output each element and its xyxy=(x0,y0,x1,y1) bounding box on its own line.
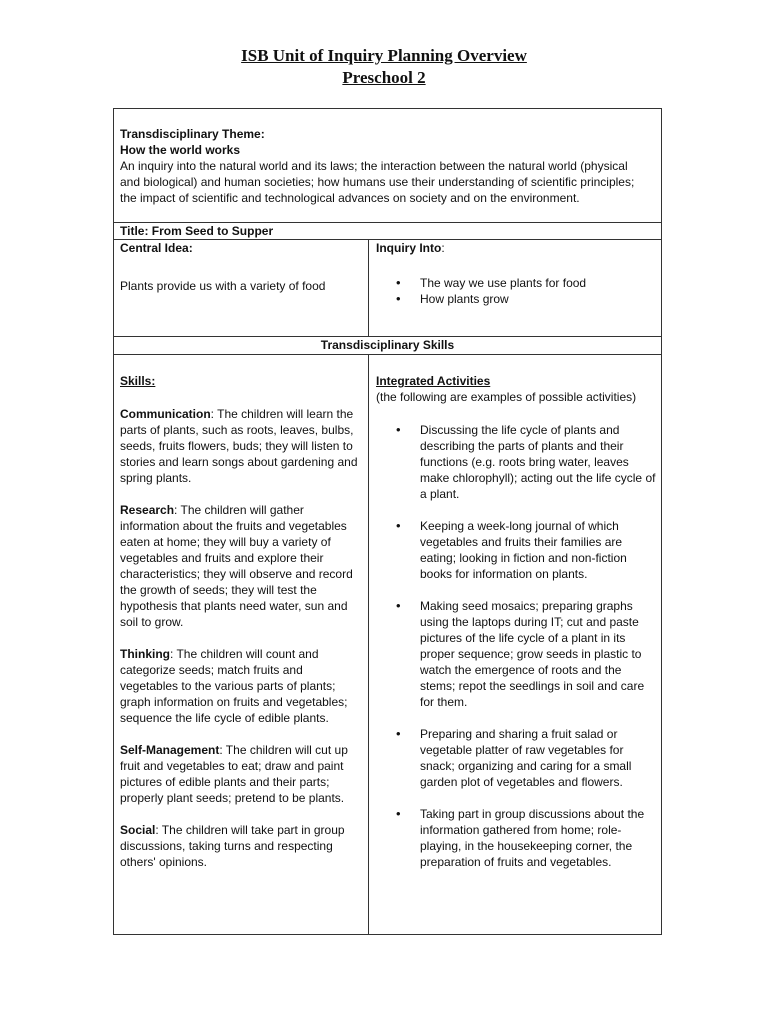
activity-item: • Taking part in group discussions about the information gathered from home; role-playing, in the housekeeping corner, the preparation of fruits and vegetables. xyxy=(376,806,658,870)
activities-note: (the following are examples of possible activities) xyxy=(376,390,637,404)
planning-table xyxy=(113,108,662,935)
skill-self-management: Self-Management: The children will cut up fruit and vegetables to eat; draw and paint pictures of edible plants and their parts; properly plant seeds; pretend to be plants. xyxy=(120,743,348,805)
activity-item: • Discussing the life cycle of plants and describing the parts of plants and their functions (e.g. roots bring water, leaves make chlorophyll); acting out the life cycle of a plant. xyxy=(376,422,658,502)
column-divider-top xyxy=(368,239,369,336)
central-idea-label: Central Idea: xyxy=(120,241,193,255)
activity-item: • Preparing and sharing a fruit salad or vegetable platter of raw vegetables for snack; organizing and caring for a small garden plot of vegetables and flowers. xyxy=(376,726,658,790)
column-divider-bottom xyxy=(368,354,369,934)
inquiry-item: • How plants grow xyxy=(376,291,656,307)
unit-title: Title: From Seed to Supper xyxy=(120,224,274,238)
activity-item: • Keeping a week-long journal of which vegetables and fruits their families are eating; looking in fiction and non-fiction books for information on plants. xyxy=(376,518,658,582)
skill-social: Social: The children will take part in group discussions, taking turns and respecting others' opinions. xyxy=(120,823,345,869)
skill-communication: Communication: The children will learn the parts of plants, such as roots, leaves, bulbs, seeds, fruits flowers, buds; they will listen to stories and learn songs about gardening and spring plants. xyxy=(120,407,358,485)
activity-item: • Making seed mosaics; preparing graphs using the laptops during IT; cut and paste pictures of the life cycle of a plant in its proper sequence; grow seeds in plastic to watch the emergence of roots and the stems; repot the seedlings in soil and care for them. xyxy=(376,598,658,710)
skill-thinking: Thinking: The children will count and categorize seeds; match fruits and vegetables to the various parts of plants; graph information on fruits and vegetables; sequence the life cycle of edible plants. xyxy=(120,647,348,725)
skill-research: Research: The children will gather information about the fruits and vegetables eaten at home; they will buy a variety of vegetables and fruits and explore their characteristics; they will observe and record the growth of seeds; they will test the hypothesis that plants need water, sun and soil to grow. xyxy=(120,503,353,629)
inquiry-into-label: Inquiry Into: xyxy=(376,241,445,255)
document-subtitle: Preschool 2 xyxy=(342,68,426,87)
divider-skills-header xyxy=(114,354,661,355)
activities-heading: Integrated Activities xyxy=(376,374,491,388)
theme-name: How the world works xyxy=(120,143,241,157)
inquiry-item: • The way we use plants for food xyxy=(376,275,656,291)
theme-description: An inquiry into the natural world and its laws; the interaction between the natural world (physical and biological) and human societies; how humans use their understanding of scientific principles; the impact of scientific and technological advances on society and on the environment. xyxy=(120,159,635,205)
skills-list xyxy=(120,406,364,886)
theme-label: Transdisciplinary Theme: xyxy=(120,127,265,141)
skills-heading: Skills: xyxy=(120,374,156,388)
activities-list xyxy=(376,422,658,886)
document-title: ISB Unit of Inquiry Planning Overview xyxy=(241,46,527,65)
central-idea-text: Plants provide us with a variety of food xyxy=(120,279,326,293)
skills-section-header: Transdisciplinary Skills xyxy=(320,338,455,352)
inquiry-list xyxy=(376,275,656,307)
